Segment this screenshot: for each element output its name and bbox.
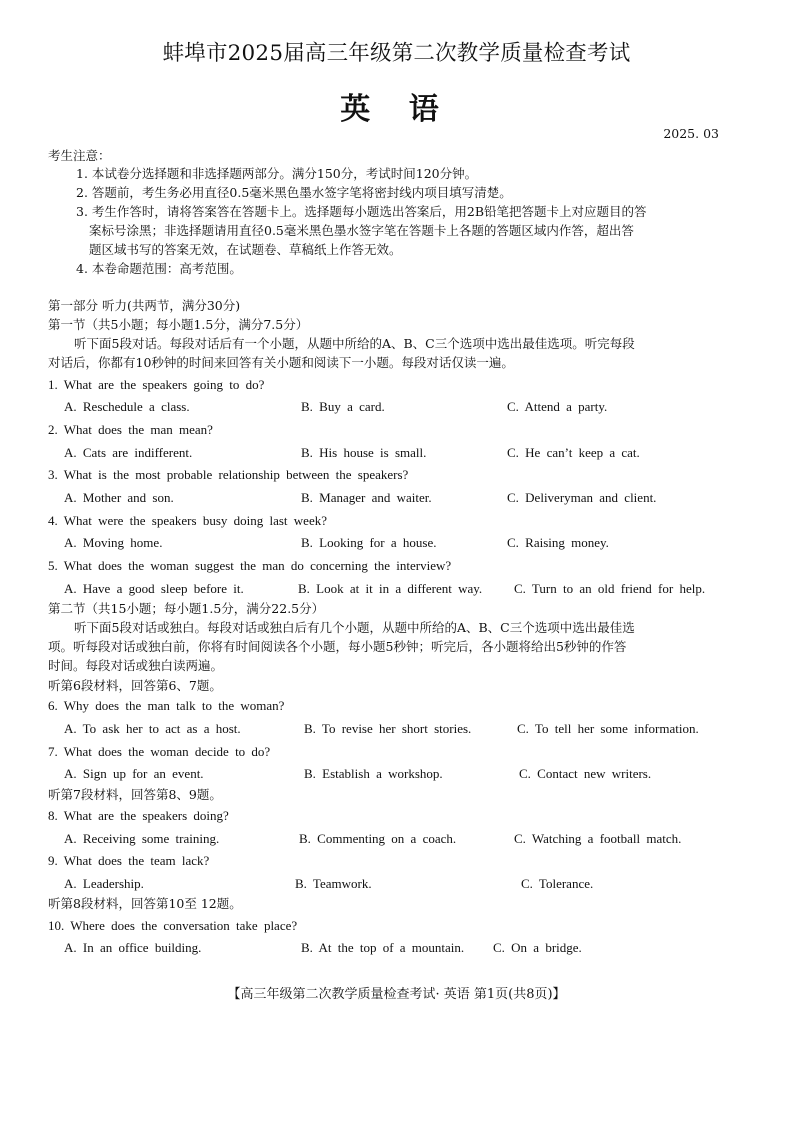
q4-option-a: A. Moving home. — [64, 535, 163, 550]
q3-option-a: A. Mother and son. — [64, 490, 174, 505]
q5-option-a: A. Have a good sleep before it. — [64, 581, 244, 596]
notice-heading: 考生注意： — [48, 148, 111, 163]
section2-instructions-3: 时间。每段对话或独白读两遍。 — [48, 658, 224, 673]
q2-option-c: C. He can’t keep a cat. — [507, 445, 640, 460]
q4-option-b: B. Looking for a house. — [301, 535, 437, 550]
section1-instructions-2: 对话后，你都有10秒钟的时间来回答有关小题和阅读下一小题。每段对话仅读一遍。 — [48, 355, 514, 370]
subject-title: 英 语 — [340, 92, 453, 127]
material-7-label: 听第7段材料，回答第8、9题。 — [48, 787, 222, 802]
notice-item-3: 3. 考生作答时，请将答案答在答题卡上。选择题每小题选出答案后，用2B铅笔把答题卡上对应题目的答 — [76, 204, 647, 219]
q2-option-b: B. His house is small. — [301, 445, 427, 460]
exam-date: 2025. 03 — [663, 126, 719, 141]
q5-option-c: C. Turn to an old friend for help. — [514, 581, 706, 596]
q1-option-c: C. Attend a party. — [507, 399, 608, 414]
section2-instructions-2: 项。听每段对话或独白前，你将有时间阅读各个小题，每小题5秒钟；听完后，各小题将给出5秒钟的作答 — [48, 639, 627, 654]
q3-option-b: B. Manager and waiter. — [301, 490, 432, 505]
q2-option-a: A. Cats are indifferent. — [64, 445, 193, 460]
q7-option-b: B. Establish a workshop. — [304, 766, 443, 781]
q1-option-a: A. Reschedule a class. — [64, 399, 190, 414]
q1-option-b: B. Buy a card. — [301, 399, 385, 414]
question-8: 8. What are the speakers doing? — [48, 808, 229, 823]
q7-option-c: C. Contact new writers. — [519, 766, 652, 781]
notice-item-3-cont-2: 题区域书写的答案无效，在试题卷、草稿纸上作答无效。 — [89, 242, 402, 257]
q8-option-c: C. Watching a football match. — [514, 831, 682, 846]
notice-item-4: 4. 本卷命题范围：高考范围。 — [76, 261, 242, 276]
notice-item-1: 1. 本试卷分选择题和非选择题两部分。满分150分，考试时间120分钟。 — [76, 166, 478, 181]
q6-option-c: C. To tell her some information. — [517, 721, 699, 736]
notice-item-3-cont-1: 案标号涂黑；非选择题请用直径0.5毫米黑色墨水签字笔在答题卡上各题的答题区域内作答，超出答 — [89, 223, 634, 238]
q10-option-c: C. On a bridge. — [493, 940, 582, 955]
q5-option-b: B. Look at it in a different way. — [298, 581, 483, 596]
part1-heading: 第一部分 听力(共两节，满分30分) — [48, 298, 241, 313]
section1-instructions-1: 听下面5段对话。每段对话后有一个小题，从题中所给的A、B、C三个选项中选出最佳选项。听完每段 — [74, 336, 635, 351]
question-10: 10. Where does the conversation take place? — [48, 918, 298, 933]
q7-option-a: A. Sign up for an event. — [64, 766, 204, 781]
question-5: 5. What does the woman suggest the man do concerning the interview? — [48, 558, 452, 573]
q10-option-b: B. At the top of a mountain. — [301, 940, 465, 955]
q9-option-b: B. Teamwork. — [295, 876, 372, 891]
material-8-label: 听第8段材料，回答第10至 12题。 — [48, 896, 242, 911]
material-6-label: 听第6段材料，回答第6、7题。 — [48, 678, 222, 693]
q10-option-a: A. In an office building. — [64, 940, 202, 955]
question-2: 2. What does the man mean? — [48, 422, 213, 437]
q8-option-a: A. Receiving some training. — [64, 831, 220, 846]
q6-option-b: B. To revise her short stories. — [304, 721, 472, 736]
page-footer: 【高三年级第二次教学质量检查考试· 英语 第1页(共8页)】 — [227, 987, 566, 1002]
question-1: 1. What are the speakers going to do? — [48, 377, 265, 392]
section1-heading: 第一节（共5小题；每小题1.5分，满分7.5分） — [48, 317, 309, 332]
question-7: 7. What does the woman decide to do? — [48, 744, 271, 759]
section2-instructions-1: 听下面5段对话或独白。每段对话或独白后有几个小题，从题中所给的A、B、C三个选项中选出最佳选 — [74, 620, 635, 635]
question-6: 6. Why does the man talk to the woman? — [48, 698, 285, 713]
q9-option-a: A. Leadership. — [64, 876, 144, 891]
notice-item-2: 2. 答题前，考生务必用直径0.5毫米黑色墨水签字笔将密封线内项目填写清楚。 — [76, 185, 512, 200]
q3-option-c: C. Deliveryman and client. — [507, 490, 657, 505]
exam-title: 蚌埠市2025届高三年级第二次教学质量检查考试 — [162, 41, 631, 66]
q6-option-a: A. To ask her to act as a host. — [64, 721, 241, 736]
question-4: 4. What were the speakers busy doing last week? — [48, 513, 327, 528]
q8-option-b: B. Commenting on a coach. — [299, 831, 457, 846]
q4-option-c: C. Raising money. — [507, 535, 609, 550]
question-3: 3. What is the most probable relationship between the speakers? — [48, 467, 409, 482]
question-9: 9. What does the team lack? — [48, 853, 210, 868]
section2-heading: 第二节（共15小题；每小题1.5分，满分22.5分） — [48, 601, 325, 616]
q9-option-c: C. Tolerance. — [521, 876, 594, 891]
